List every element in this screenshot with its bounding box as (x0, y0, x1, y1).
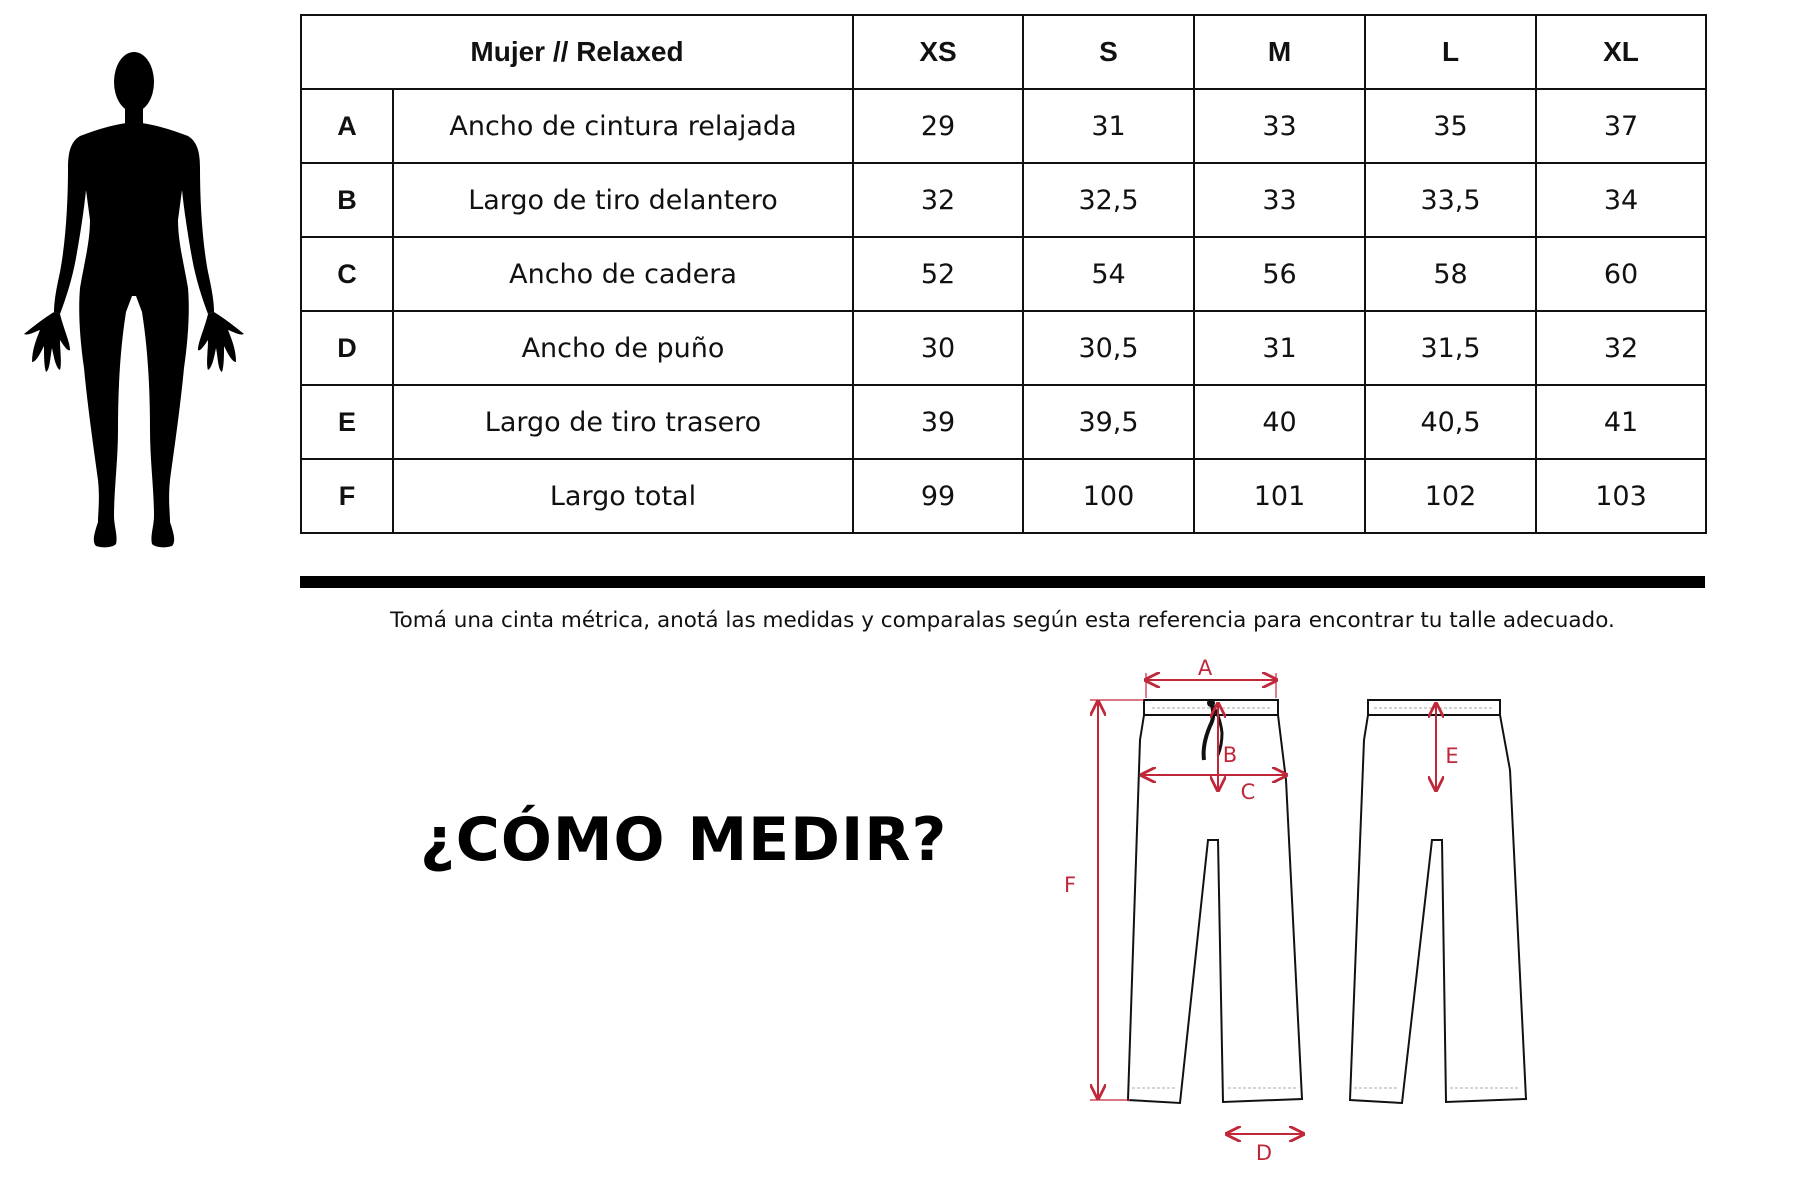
table-row (301, 459, 1706, 533)
size-value: 32,5 (1023, 163, 1194, 237)
size-value: 56 (1194, 237, 1365, 311)
measure-name: Largo total (393, 459, 853, 533)
size-value: 40 (1194, 385, 1365, 459)
size-value: 41 (1536, 385, 1706, 459)
table-header-row (301, 15, 1706, 89)
measure-label-f: F (1063, 873, 1077, 897)
size-value: 60 (1536, 237, 1706, 311)
size-value: 40,5 (1365, 385, 1536, 459)
size-value: 101 (1194, 459, 1365, 533)
size-value: 31,5 (1365, 311, 1536, 385)
size-value: 31 (1023, 89, 1194, 163)
row-letter: F (301, 459, 393, 533)
size-header-l: L (1365, 15, 1536, 89)
size-value: 37 (1536, 89, 1706, 163)
table-row (301, 163, 1706, 237)
measure-label-e: E (1445, 744, 1459, 768)
pants-front-outline (1128, 699, 1302, 1103)
measure-name: Ancho de cadera (393, 237, 853, 311)
size-header-m: M (1194, 15, 1365, 89)
measure-label-b: B (1222, 743, 1238, 767)
size-value: 58 (1365, 237, 1536, 311)
size-value: 33,5 (1365, 163, 1536, 237)
size-header-xs: XS (853, 15, 1023, 89)
measure-label-a: A (1197, 656, 1213, 680)
size-value: 31 (1194, 311, 1365, 385)
size-value: 30,5 (1023, 311, 1194, 385)
table-row (301, 311, 1706, 385)
row-letter: C (301, 237, 393, 311)
measure-name: Ancho de cintura relajada (393, 89, 853, 163)
size-value: 39,5 (1023, 385, 1194, 459)
size-value: 33 (1194, 163, 1365, 237)
size-value: 32 (853, 163, 1023, 237)
size-value: 103 (1536, 459, 1706, 533)
size-value: 39 (853, 385, 1023, 459)
size-value: 52 (853, 237, 1023, 311)
table-title: Mujer // Relaxed (301, 15, 853, 89)
row-letter: A (301, 89, 393, 163)
size-value: 99 (853, 459, 1023, 533)
row-letter: E (301, 385, 393, 459)
pants-measurement-diagram (1040, 640, 1560, 1170)
size-value: 30 (853, 311, 1023, 385)
measure-label-c: C (1240, 780, 1256, 804)
table-row (301, 385, 1706, 459)
measure-name: Largo de tiro trasero (393, 385, 853, 459)
measure-label-d: D (1255, 1141, 1273, 1165)
row-letter: D (301, 311, 393, 385)
table-row (301, 89, 1706, 163)
section-divider (300, 576, 1705, 588)
row-letter: B (301, 163, 393, 237)
size-value: 102 (1365, 459, 1536, 533)
size-value: 100 (1023, 459, 1194, 533)
size-value: 33 (1194, 89, 1365, 163)
size-chart-table (300, 14, 1707, 534)
female-body-silhouette-icon (14, 50, 250, 565)
size-header-xl: XL (1536, 15, 1706, 89)
size-value: 34 (1536, 163, 1706, 237)
size-value: 29 (853, 89, 1023, 163)
table-row (301, 237, 1706, 311)
how-to-measure-title: ¿CÓMO MEDIR? (420, 805, 948, 875)
size-header-s: S (1023, 15, 1194, 89)
pants-back-outline (1350, 700, 1526, 1103)
measuring-instructions: Tomá una cinta métrica, anotá las medidas y comparalas según esta referencia para encontrar tu talle adecuado. (390, 608, 1615, 633)
measure-name: Largo de tiro delantero (393, 163, 853, 237)
size-value: 32 (1536, 311, 1706, 385)
size-value: 35 (1365, 89, 1536, 163)
size-value: 54 (1023, 237, 1194, 311)
measure-name: Ancho de puño (393, 311, 853, 385)
